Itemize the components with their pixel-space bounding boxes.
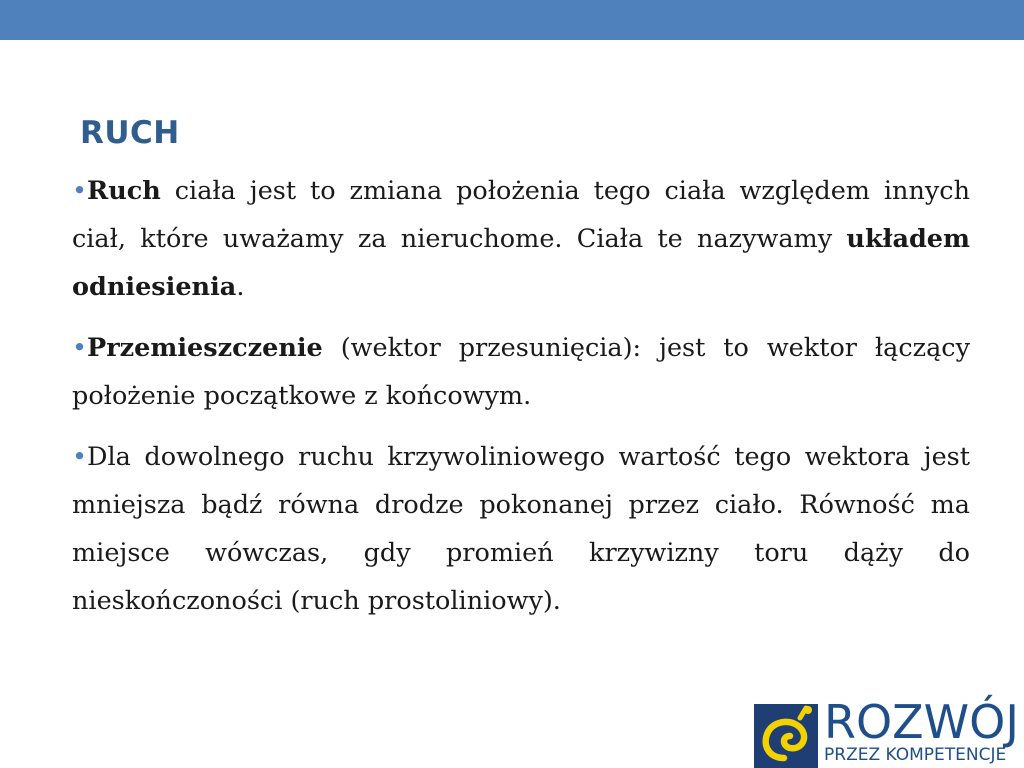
bullet-icon: •: [72, 176, 88, 206]
header-bar: [0, 0, 1024, 40]
paragraph-text: ciała jest to zmiana położenia tego ciała względem innych ciał, które uważamy za nieruchome. Ciała te nazywamy: [72, 176, 970, 254]
paragraph-text: Dla dowolnego ruchu krzywoliniowego wartość tego wektora jest mniejsza bądź równa drodze pokonanej przez ciało. Równość ma miejsce wówczas, gdy promień krzywizny toru dąży do nieskończoności (ruch prostoliniowy).: [72, 442, 970, 616]
term-uklad-odniesienia: układem odniesienia: [72, 224, 970, 302]
logo-subtitle: PRZEZ KOMPETENCJE: [824, 745, 1007, 765]
bullet-icon: •: [72, 333, 88, 363]
slide-body: [72, 167, 970, 638]
paragraph-text: (wektor przesunięcia): jest to wektor łączący położenie początkowe z końcowym.: [72, 333, 970, 411]
paragraph-ruch: [72, 167, 970, 311]
paragraph-text: .: [236, 272, 245, 302]
swirl-logo-icon: [754, 704, 818, 768]
bullet-icon: •: [72, 442, 88, 472]
paragraph-przemieszczenie: [72, 324, 970, 420]
slide-title: RUCH: [80, 115, 180, 151]
term-przemieszczenie: Przemieszczenie: [87, 333, 323, 363]
logo-wordmark: ROZWÓJ: [824, 695, 1019, 749]
paragraph-ruch-krzywoliniowy: [72, 433, 970, 625]
logo-rozwoj: [754, 695, 1024, 768]
term-ruch: Ruch: [87, 176, 161, 206]
